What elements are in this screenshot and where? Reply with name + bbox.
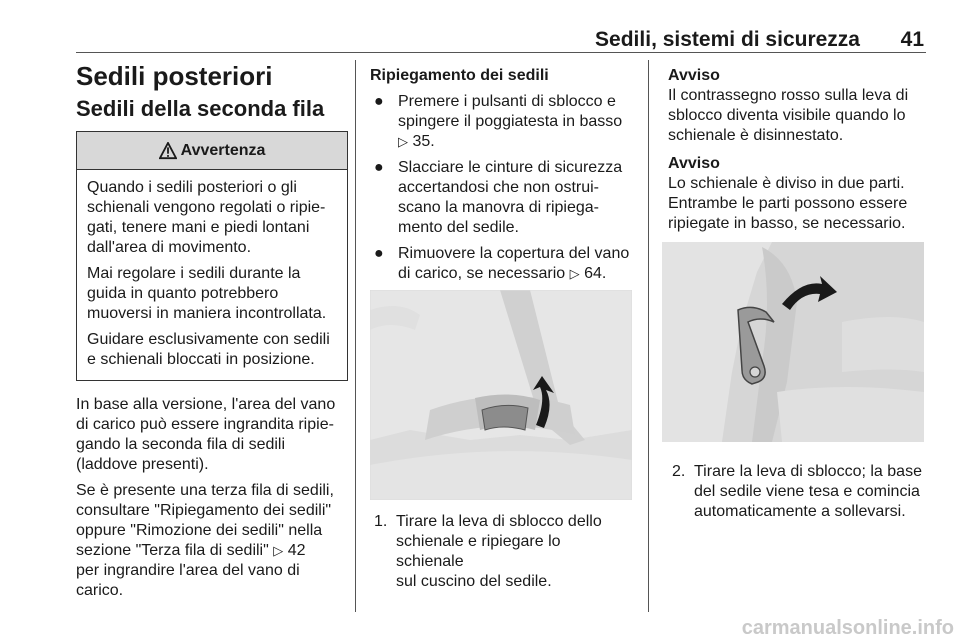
warning-paragraph-3 [87, 330, 339, 370]
paragraph-1 [76, 395, 348, 475]
text-line: guida in quanto potrebbero [87, 285, 279, 302]
warning-paragraph-1 [87, 178, 339, 258]
page-ref[interactable]: 42 [287, 542, 306, 559]
text-line: Quando i sedili posteriori o gli [87, 179, 297, 196]
note-2-title: Avviso [668, 155, 720, 172]
text-line: Guidare esclusivamente con sedili [87, 331, 330, 348]
column-divider-1 [355, 60, 356, 612]
text-line: Entrambe le parti possono essere [668, 195, 908, 212]
text-line: Rimuovere la copertura del vano [398, 245, 630, 262]
step-number: 2. [672, 463, 686, 480]
list-item [370, 244, 632, 284]
bullet-icon: ● [374, 159, 384, 176]
text-line: In base alla versione, l'area del vano [76, 396, 336, 413]
text-line: Premere i pulsanti di sblocco e [398, 93, 616, 110]
text-line: scano la manovra di ripiega- [398, 199, 599, 216]
paragraph-2 [76, 481, 348, 601]
list-item [370, 92, 632, 152]
text-line: di carico, se necessario [398, 265, 566, 282]
warning-body [77, 170, 347, 380]
warning-header [77, 132, 347, 170]
column-1 [76, 60, 348, 601]
text-line: sezione "Terza fila di sedili" [76, 542, 269, 559]
bullet-icon: ● [374, 245, 384, 262]
column-divider-2 [648, 60, 649, 612]
text-line: Il contrassegno rosso sulla leva di [668, 87, 909, 104]
text-line: carico. [76, 582, 124, 599]
bullet-icon: ● [374, 93, 384, 110]
text-line: ripiegate in basso, se necessario. [668, 215, 906, 232]
warning-triangle-icon [159, 142, 177, 160]
page-ref-arrow-icon[interactable]: ▷ [398, 134, 408, 149]
text-line: per ingrandire l'area del vano di [76, 562, 300, 579]
text-line: e schienali bloccati in posizione. [87, 351, 315, 368]
column-3 [668, 60, 926, 522]
text-line: schienali vengono regolati o ripie- [87, 199, 326, 216]
step-number: 1. [374, 513, 388, 530]
text-line: oppure "Rimozione dei sedili" nella [76, 522, 323, 539]
seat-release-figure [370, 290, 632, 500]
page-number: 41 [900, 28, 924, 51]
text-line: dall'area di movimento. [87, 239, 252, 256]
text-line: Se è presente una terza fila di sedili, [76, 482, 334, 499]
text-line: (laddove presenti). [76, 456, 209, 473]
text-line: Tirare la leva di sblocco; la base [694, 463, 922, 480]
text-line: Slacciare le cinture di sicurezza [398, 159, 623, 176]
page-title: Sedili posteriori [76, 61, 273, 91]
note-2-text [668, 174, 926, 234]
note-1-title: Avviso [668, 67, 720, 84]
text-line: mento del sedile. [398, 219, 519, 236]
text-line: gando la seconda fila di sedili [76, 436, 286, 453]
text-line: di carico può essere ingrandita ripie- [76, 416, 334, 433]
page-ref-arrow-icon[interactable]: ▷ [273, 543, 284, 558]
text-line: Mai regolare i sedili durante la [87, 265, 301, 282]
note-1-text [668, 86, 926, 146]
warning-box [76, 131, 348, 381]
text-line: spingere il poggiatesta in basso [398, 113, 623, 130]
text-line: gati, tenere mani e piedi lontani [87, 219, 310, 236]
text-line: schienale è disinnestato. [668, 127, 844, 144]
section-title: Ripiegamento dei sedili [370, 67, 549, 84]
bullet-list [370, 92, 632, 284]
text-line: muoversi in maniera incontrollata. [87, 305, 327, 322]
page-ref-arrow-icon[interactable]: ▷ [569, 266, 580, 281]
text-line: sul cuscino del sedile. [396, 573, 552, 590]
step-1 [370, 512, 632, 592]
text-line: accertandosi che non ostrui- [398, 179, 599, 196]
seat-release-illustration [370, 290, 632, 500]
seat-base-lever-illustration [662, 242, 924, 442]
text-line: schienale e ripiegare lo schienale [396, 533, 561, 570]
warning-paragraph-2 [87, 264, 339, 324]
watermark: carmanualsonline.info [741, 617, 954, 639]
text-line: del sedile viene tesa e comincia [694, 483, 920, 500]
text-line: Lo schienale è diviso in due parti. [668, 175, 905, 192]
step-2 [668, 462, 926, 522]
text-line: automaticamente a sollevarsi. [694, 503, 906, 520]
warning-label: Avvertenza [180, 141, 266, 159]
header-title: Sedili, sistemi di sicurezza [595, 28, 860, 51]
page-subtitle: Sedili della seconda fila [76, 96, 325, 121]
text-line: sblocco diventa visibile quando lo [668, 107, 906, 124]
text-line: consultare "Ripiegamento dei sedili" [76, 502, 332, 519]
column-2 [370, 60, 632, 592]
list-item [370, 158, 632, 238]
page-ref[interactable]: 35. [412, 133, 435, 150]
header-rule [76, 52, 926, 53]
text-line: Tirare la leva di sblocco dello [396, 513, 602, 530]
seat-base-lever-figure [662, 242, 924, 442]
page-ref[interactable]: 64. [584, 265, 607, 282]
